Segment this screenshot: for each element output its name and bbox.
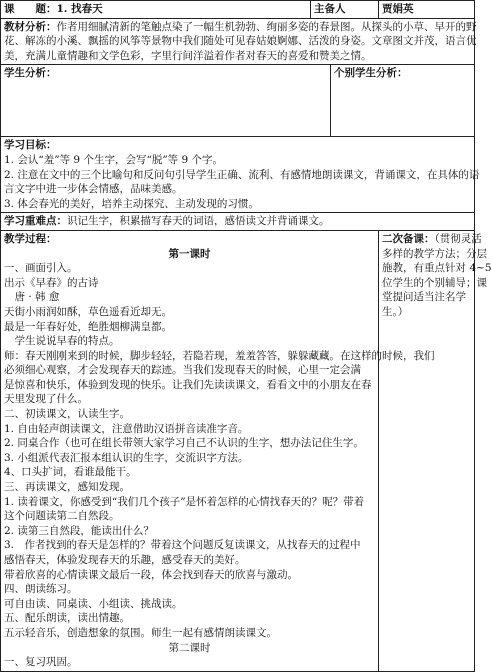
- process-line: 这个问题读第二自然段。: [4, 510, 120, 523]
- secondary-line: 位学生的个别辅导；课: [382, 276, 487, 289]
- process-line: 出示《早春》的古诗: [4, 276, 99, 289]
- process-line: 3. 小组派代表汇报本组认识的生字，交流识字方法。: [4, 451, 249, 464]
- objective-line: 1. 会认“羞”等 9 个生字，会写“脱”等 9 个字。: [4, 153, 224, 166]
- material-cell: [1, 18, 475, 65]
- secondary-line: （贯彻灵活: [434, 232, 482, 245]
- lesson-label: 课 题：: [4, 3, 57, 15]
- process-line: 师：春天刚刚来到的时候，脚步轻轻，若隐若现，羞羞答答，躲躲藏藏。在这样的时候，我们: [4, 349, 435, 362]
- material-line: 作者用细腻清新的笔触点染了一幅生机勃勃、绚丽多姿的春景图。从探头的小草、早开的野: [56, 20, 477, 33]
- students-label: 学生分析：: [4, 67, 57, 80]
- lesson-title: 1. 找春天: [56, 3, 103, 15]
- process-line: 是惊喜和快乐，体验到发现的快乐。让我们先读读课文，看看文中的小朋友在春: [4, 378, 372, 391]
- process-line: 3. 作者找到的春天是怎样的？带着这个问题反复读课文，从找春天的过程中: [4, 539, 361, 552]
- secondary-cell: [379, 230, 492, 671]
- process-line: 最是一年春好处，绝胜烟柳满皇都。: [4, 320, 172, 333]
- individual-students-cell: [331, 65, 475, 137]
- objective-line: 言文字中进一步体会情感，品味美感。: [4, 183, 183, 196]
- secondary-label: 二次备课：: [382, 232, 435, 245]
- material-line: 美，充满儿童情趣和文学色彩，字里行间洋溢着作者对春天的喜爱和赞美之情。: [4, 49, 372, 62]
- individual-students-label: 个别学生分析：: [334, 67, 408, 80]
- process-line: 一、画面引入。: [4, 262, 78, 275]
- material-label: 教材分析：: [4, 20, 57, 33]
- process-line: 感悟春天，体验发现春天的乐趣，感受春天的美好。: [4, 554, 246, 566]
- preparer-label: 主备人: [311, 1, 379, 19]
- process-line: 四、朗读练习。: [4, 583, 78, 596]
- process-line: 三、再读课文，感知发现。: [4, 481, 130, 494]
- secondary-line: 生。）: [382, 305, 409, 318]
- secondary-line: 堂提问适当注名学: [382, 291, 466, 304]
- process-line: 天街小雨润如酥，草色遥看近却无。: [4, 305, 172, 318]
- key-points-cell: [1, 213, 475, 231]
- process-line: 必须细心观察，才会发现春天的踪迹。当我们发现春天的时候，心里一定会满: [4, 364, 361, 377]
- students-cell: [1, 65, 331, 137]
- process-label: 教学过程：: [4, 232, 57, 245]
- lesson-title-row: [1, 1, 475, 19]
- lesson-title-cell: [1, 1, 311, 19]
- process-row: [1, 230, 475, 671]
- objectives-label: 学习目标：: [4, 139, 57, 152]
- objectives-row: [1, 137, 475, 213]
- secondary-line: 施教，有重点针对 4~5: [382, 262, 492, 275]
- material-line: 花、解冻的小溪、飘摇的风筝等景物中我们随处可见春姑娘婀娜、活泼的身姿。文章图文并茂，语言优: [4, 35, 477, 48]
- process-line: 天里发现了什么。: [4, 393, 88, 406]
- process-line: 五、配乐朗读，读出情趣。: [4, 612, 130, 625]
- preparer-name: 贾娟英: [379, 1, 475, 19]
- objective-line: 3. 体会春光的美好，培养主动探究、主动发现的习惯。: [4, 197, 259, 210]
- lesson2-title: 第二课时: [168, 641, 211, 654]
- process-line: 2. 读第三自然段，能读出什么？: [4, 524, 154, 537]
- process-line: 唐 · 韩 愈: [4, 291, 60, 304]
- key-points-row: [1, 213, 475, 231]
- secondary-line: 多样的教学方法；分层: [382, 247, 487, 260]
- objectives-cell: [1, 137, 480, 213]
- process-line: 1. 读着课文，你感受到“我们几个孩子”是怀着怎样的心情找春天的？呢？带着: [4, 495, 365, 508]
- process-line: 2. 同桌合作（也可在组长带领大家学习自己不认识的生字，想办法记住生字。: [4, 437, 364, 450]
- process-line: 一、复习巩固。: [4, 656, 78, 669]
- process-line: 五示轻音乐，创造想象的氛围。师生一起有感情朗读课文。: [4, 626, 277, 639]
- lesson2-lines: [4, 655, 375, 670]
- process-line: 带着欣喜的心情读课文最后一段，体会找到春天的欣喜与激动。: [4, 568, 298, 581]
- key-points-label: 学习重难点：: [4, 215, 67, 228]
- objective-line: 2. 注意在文中的三个比喻句和反问句引导学生正确、流利、有感情地朗读课文，背诵课文，在具体的语: [4, 168, 480, 181]
- process-line: 1. 自由轻声朗读课文，注意借助汉语拼音读准字音。: [4, 422, 249, 435]
- lesson1-title: 第一课时: [168, 247, 211, 260]
- process-line: 二、初读课文，认读生字。: [4, 408, 130, 421]
- students-row: [1, 65, 475, 137]
- process-line: 可自由读、同桌读、小组读、挑战读。: [4, 597, 183, 610]
- process-line: 学生说说早春的特点。: [4, 335, 120, 348]
- key-points-text: 识记生字，积累描写春天的词语，感悟读文并背诵课文。: [67, 215, 330, 228]
- material-row: [1, 18, 475, 65]
- process-line: 4、口头扩词，看谁最能干。: [4, 466, 137, 479]
